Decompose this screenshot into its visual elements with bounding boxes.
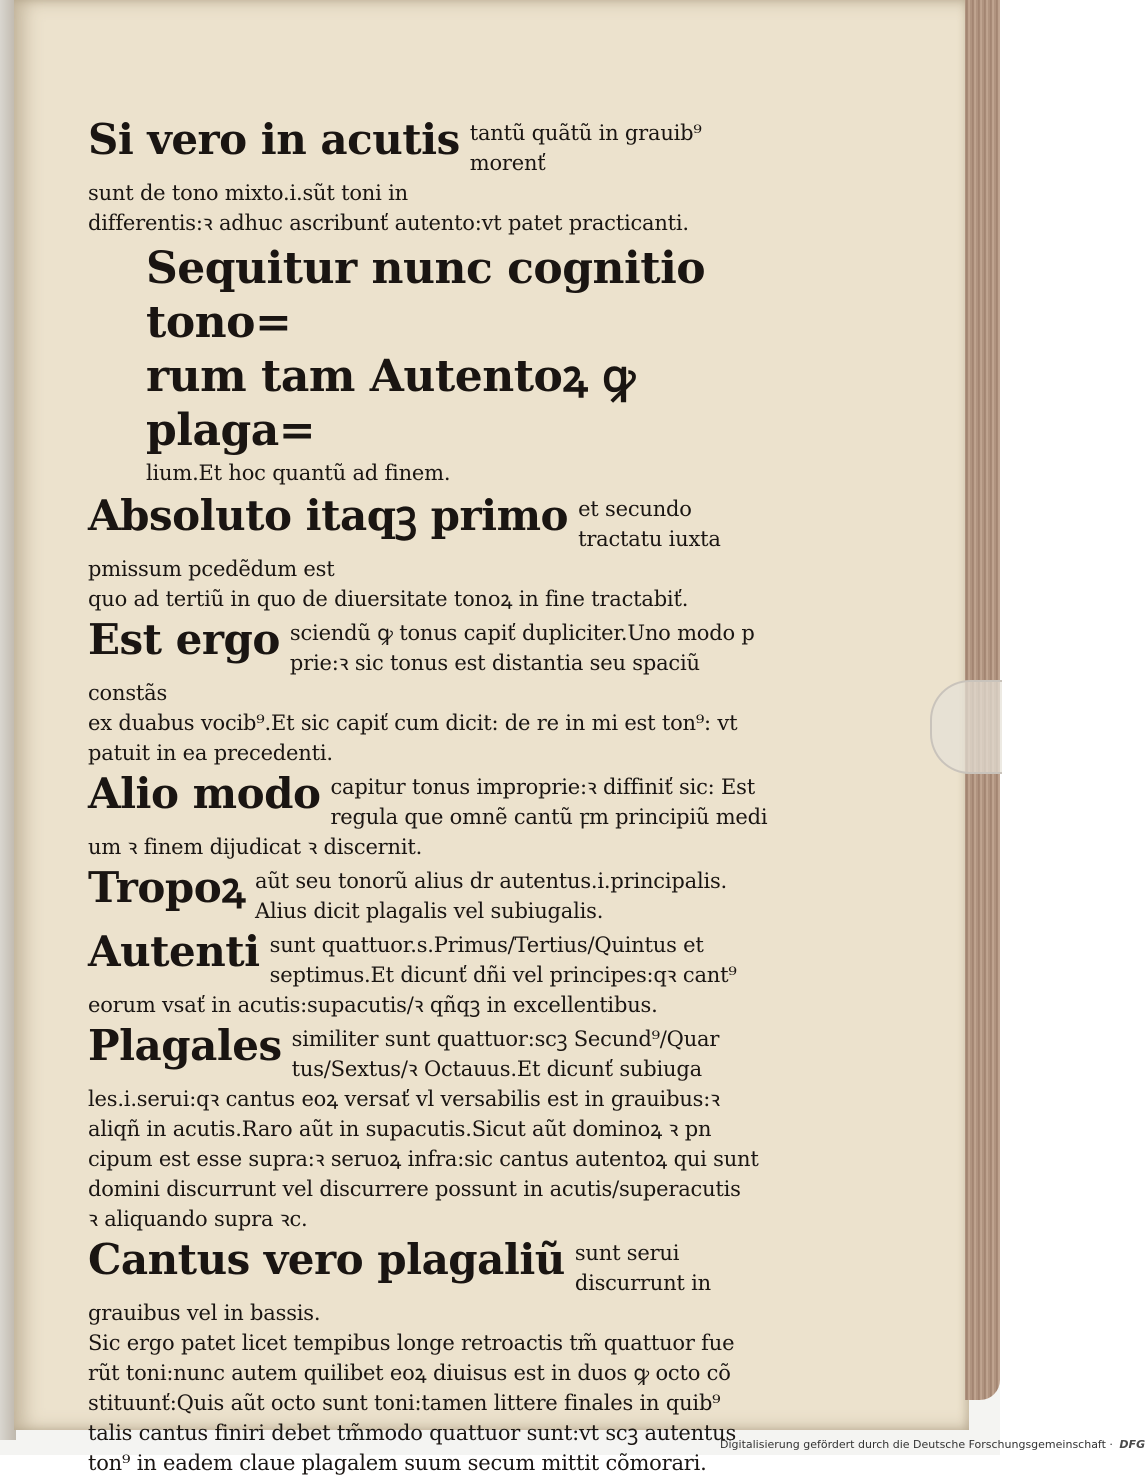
text-line: ton⁹ in eadem claue plagalem suum secum mittit cõmorari. <box>88 1451 707 1475</box>
text-line: sunt quattuor.s.Primus/Tertius/Quintus et <box>269 933 704 957</box>
dfg-logo: DFG <box>1119 1438 1145 1451</box>
text-line: tantũ quãtũ in grauib⁹ morenť <box>469 121 702 175</box>
paragraph-si-vero <box>88 115 778 238</box>
text-line: ꝛ aliquando supra ꝛc. <box>88 1207 308 1231</box>
heading-line: Sequitur nunc cognitio tono= <box>146 243 706 348</box>
paragraph-est-ergo <box>88 615 778 768</box>
paragraph-absoluto <box>88 491 778 614</box>
heading-line: rum tam Autentoꝝ ꝙ plaga= <box>146 351 635 456</box>
text-line: rũt toni:nunc autem quilibet eoꝝ diuisus est in duos ꝙ octo cõ <box>88 1361 731 1385</box>
paragraph-autenti <box>88 927 778 1020</box>
heading-tail: lium.Et hoc quantũ ad finem. <box>146 461 451 485</box>
paragraph-initial: Si vero in acutis <box>88 115 460 164</box>
text-line: et secundo tractatu iuxta <box>578 497 721 551</box>
paragraph-plagales <box>88 1021 778 1234</box>
paragraph-initial: Est ergo <box>88 615 280 664</box>
paragraph-initial: Tropoꝝ <box>88 863 245 912</box>
credit-text: Digitalisierung gefördert durch die Deutsche Forschungsgemeinschaft · <box>720 1438 1113 1451</box>
text-line: um ꝛ finem dijudicat ꝛ discernit. <box>88 835 423 859</box>
text-line: regula que omnẽ cantũ ꝼm principiũ medi <box>330 805 768 829</box>
text-line: quo ad tertiũ in quo de diuersitate tonoꝝ in fine tractabiť. <box>88 587 689 611</box>
text-line: capitur tonus improprie:ꝛ diffiniť sic: Est <box>330 775 755 799</box>
text-line: stituunť:Quis aũt octo sunt toni:tamen littere finales in quib⁹ <box>88 1391 721 1415</box>
text-line: aliqñ in acutis.Raro aũt in supacutis.Sicut aũt dominoꝝ ꝛ pn <box>88 1117 712 1141</box>
text-line: sunt serui discurrunt in <box>574 1241 711 1295</box>
text-line: Alius dicit plagalis vel subiugalis. <box>255 899 604 923</box>
text-line: similiter sunt quattuor:scꝫ Secund⁹/Quar <box>291 1027 720 1051</box>
paragraph-initial: Autenti <box>88 927 260 976</box>
text-line: talis cantus finiri debet tm̃modo quattuor sunt:vt scꝫ autentus <box>88 1421 737 1445</box>
text-line: differentis:ꝛ adhuc ascribunť autento:vt patet practicanti. <box>88 211 689 235</box>
paragraph-alio-modo <box>88 769 778 862</box>
digitization-credit <box>720 1434 1145 1455</box>
text-line: pmissum pcedẽdum est <box>88 557 335 581</box>
paragraph-cantus-vero <box>88 1235 778 1478</box>
section-heading <box>88 242 778 488</box>
text-line: eorum vsať in acutis:supacutis/ꝛ qñqꝫ in excellentibus. <box>88 993 658 1017</box>
paragraph-tropor <box>88 863 778 926</box>
text-line: cipum est esse supra:ꝛ seruoꝝ infra:sic cantus autentoꝝ qui sunt <box>88 1147 759 1171</box>
text-line: domini discurrunt vel discurrere possunt in acutis/superacutis <box>88 1177 741 1201</box>
paragraph-initial: Alio modo <box>88 769 321 818</box>
text-block <box>88 115 778 1482</box>
text-line: sunt de tono mixto.i.sũt toni in <box>88 181 408 205</box>
text-line: tus/Sextus/ꝛ Octauus.Et dicunť subiuga <box>291 1057 702 1081</box>
text-line: grauibus vel in bassis. <box>88 1301 321 1325</box>
text-line: ex duabus vocib⁹.Et sic capiť cum dicit: de re in mi est ton⁹: vt <box>88 711 738 735</box>
text-line: prie:ꝛ sic tonus est distantia seu spaciũ constãs <box>88 651 700 705</box>
text-line: septimus.Et dicunť dñi vel principes:qꝛ cant⁹ <box>269 963 737 987</box>
text-line: les.i.serui:qꝛ cantus eoꝝ versať vl versabilis est in grauibus:ꝛ <box>88 1087 720 1111</box>
text-line: Sic ergo patet licet tempibus longe retroactis tm̃ quattuor fue <box>88 1331 735 1355</box>
text-line: patuit in ea precedenti. <box>88 741 333 765</box>
paragraph-initial: Absoluto itaqꝫ primo <box>88 491 569 540</box>
paragraph-initial: Cantus vero plagaliũ <box>88 1235 565 1284</box>
text-line: aũt seu tonorũ alius dr autentus.i.principalis. <box>255 869 728 893</box>
bookmark-tab <box>930 680 1002 774</box>
paragraph-initial: Plagales <box>88 1021 282 1070</box>
text-line: sciendũ ꝙ tonus capiť dupliciter.Uno modo p <box>289 621 755 645</box>
